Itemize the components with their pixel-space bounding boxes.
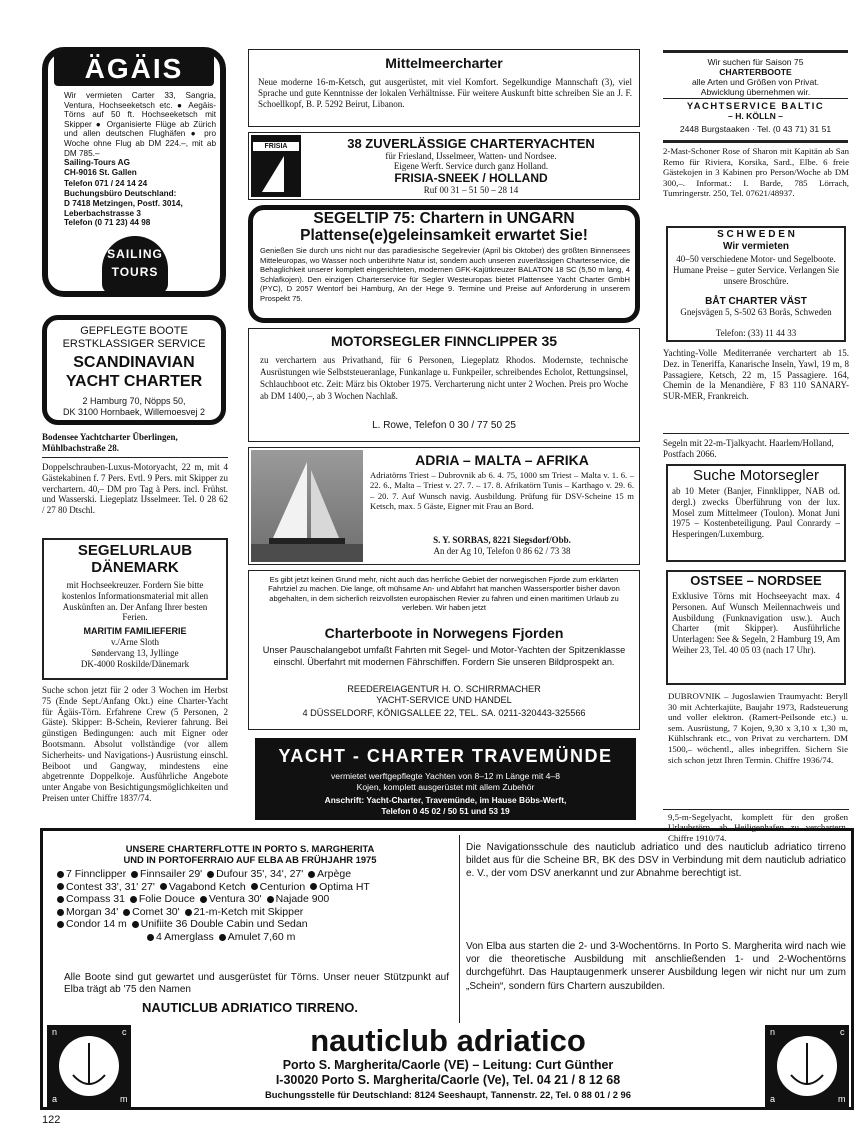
aegais-office-phone: Telefon (0 71 23) 44 98 (64, 218, 151, 227)
adria-title: ADRIA – MALTA – AFRIKA (415, 452, 589, 468)
norwegen-intro: Es gibt jetzt keinen Grund mehr, nicht auch das herrliche Gebiet der norwegischen Fjorde zum erklärten Fahrtziel zu machen. Die lange, oft mühsame An- und Abfahrt hat manchen Wassersportler bisher davon abgehalten, in dem sicherlich reizvollsten europäischen Revier zu fahren und einen maritimen Urlaub zu verleben. Wir haben jetzt (268, 575, 620, 612)
bullet-icon (57, 921, 64, 928)
boat-item: Morgan 34' (66, 905, 119, 918)
bullet-icon (130, 896, 137, 903)
frisia-logo: FRISIA (253, 142, 299, 151)
aegais-office-label: Buchungsbüro Deutschland: (64, 189, 177, 198)
divider (663, 98, 848, 99)
adria-text: Adriatörns Triest – Dubrovnik ab 6. 4. 75, 1000 sm Triest – Malta v. 1. 6. – 22. 6., Malta – Triest v. 27. 7. – 17. 8. Afrikatörn Tunis – Karthago v. 29. 6. – 20. 7. Auf Wunsch navig. Ausbildung. Prüfung für DSV-Scheine 15 m Ketsch, max. 5 Gäste, Eigner mit Frau an Bord. (370, 470, 634, 512)
segelyacht-ad: 9,5-m-Segelyacht, komplett für den großen Urlaubstörn, ab Heiligenhafen zu verchartern. Chiffre 1910/74. (668, 812, 848, 843)
bullet-icon (57, 871, 64, 878)
bullet-icon (132, 921, 139, 928)
bullet-icon (57, 883, 64, 890)
sailboat-icon (251, 450, 363, 562)
divider (663, 50, 848, 53)
finnclipper-contact: L. Rowe, Telefon 0 30 / 77 50 25 (372, 420, 516, 431)
travemuende-title: YACHT - CHARTER TRAVEMÜNDE (278, 746, 613, 766)
emblem-letter: n (52, 1027, 58, 1037)
emblem-letter: c (122, 1027, 127, 1037)
boat-row (55, 881, 455, 894)
aegais-text: Wir vermieten Carter 33, Sangria, Ventura, Hochseeketsch etc. ● Aegäis-Törns auf 50 ft. Hochseeketsch mit Skipper ● Organisierte Flüge ab Zürich und allen deutschen Flughäfen ● pro Woche ohne Flug ab DM 224.–, mit ab DM 785.– (64, 91, 216, 158)
schweden-subtitle: Wir vermieten (722, 241, 790, 252)
finnclipper-text: zu verchartern aus Privathand, für 6 Personen, Liegeplatz Rhodos. Modernste, technische Ausrüstungen wie Selbststeueranlage, Funkanlage u. Funkpeiler, schreibendes Echolot, Rettungsinsel, Schlauchboot etc. Zeit: März bis Oktober 1975. Vercharterung nicht unter 2 Wochen. Preis pro Woche ab DM 1400,–, ab 3 Wochen Nachlaß. (260, 355, 628, 401)
schoner-ad: 2-Mast-Schoner Rose of Sharon mit Kapitän ab San Remo für Riviera, Korsika, Sard., Elbe. 6 freie Gästekojen in 3 Kabinen pro Person/Woche ab DM 300,–. Informat.: I. Barde, 785 Lörrach, Tumringerstr. 250, Tel. 07621/48937. (663, 146, 849, 199)
boat-row (55, 918, 455, 931)
baltic-company: YACHTSERVICE BALTIC (686, 100, 825, 111)
finnclipper-title: MOTORSEGLER FINNCLIPPER 35 (330, 333, 558, 349)
suche-motorsegler-text: ab 10 Meter (Banjer, Finnklipper, NAB od. dergl.) zwecks Überführung von der lux. Mosel zum Mittelmeer (Toulon). Monat Juni 1975 – Kostenbeteiligung. Paul Conrardy – Hesperingen/Luxemburg. (672, 486, 840, 540)
suche-herbst-ad: Suche schon jetzt für 2 oder 3 Wochen im Herbst 75 (Ende Sept./Anfang Okt.) eine Charter-Yacht für Ägäis-Törn. Erfahrene Crew (5 Personen, 2 Gäste). Skipper: B-Schein, Revierer fahrung. Bei günstigen Bedingungen: auch mit Eigner oder Bootsmann. Absolut vollständige (vor allem Sicherheits- und Navigations-) Ausrüstung einschl. Beiboot und Gangway, mindestens eine abgetrennte Doppelkoje. Ausführliche Angebote unter Angabe von Besichtigungsmöglichkeiten und Preisen unter Chiffre 1837/74. (42, 685, 228, 803)
nauticlub-brand: nauticlub adriatico (310, 1023, 586, 1058)
ostsee-title: OSTSEE – NORDSEE (690, 573, 822, 588)
dubrovnik-ad: DUBROVNIK – Jugoslawien Traumyacht: Beryll 30 mit Achterkajüte, Baujahr 1973, Radsteuerung und voller elektron. (Ramert-Peilsonde etc.) u. sem. Ausrüstung, 7 Kojen, 9,30 x 3,10 x 1,30 m, Kühlschrank etc., von Privat zu verchartern. DM 1500,– wöchentl., alles inbegriffen. Sichern Sie sich schon jetzt Ihren Termin. Chiffre 1936/74. (668, 691, 848, 765)
travemuende-line1: vermietet werftgepflegte Yachten von 8–12 m Länge mit 4–8 (331, 771, 560, 781)
aegais-city: CH-9016 St. Gallen (64, 168, 137, 177)
divider (663, 140, 848, 143)
schweden-address: Gnejsvägen 5, S-502 63 Borås, Schweden (680, 307, 832, 317)
divider (42, 457, 228, 458)
travemuende-line2: Kojen, komplett ausgerüstet mit allem Zubehör (356, 782, 535, 792)
ungarn-title1: SEGELTIP 75: Chartern in UNGARN (313, 210, 575, 227)
emblem-letter: a (770, 1094, 776, 1104)
boat-item: 7 Finnclipper (66, 868, 127, 880)
aegais-logo: ÄGÄIS (54, 52, 214, 86)
norwegen-address: 4 DÜSSELDORF, KÖNIGSALLEE 22, TEL. SA. 0211-320443-325566 (302, 708, 586, 718)
emblem-letter: a (52, 1094, 58, 1104)
nauticlub-addr2: I-30020 Porto S. Margherita/Caorle (Ve), Tel. 04 21 / 8 12 68 (275, 1073, 621, 1087)
nauticlub-head2: UND IN PORTOFERRAIO AUF ELBA AB FRÜHJAHR 1975 (123, 854, 377, 865)
segelurlaub-name: MARITIM FAMILIEFERIE (83, 626, 187, 636)
bodensee-ad: Bodensee Yachtcharter Überlingen, Mühlbachstraße 28. (42, 432, 178, 453)
boat-item: Amulet 7,60 m (227, 930, 296, 943)
segelurlaub-contact3: DK-4000 Roskilde/Dänemark (80, 659, 190, 669)
segelurlaub-contact1: v./Arne Sloth (111, 637, 159, 647)
bullet-icon (160, 883, 167, 890)
boat-item: 21-m-Ketch mit Skipper (193, 905, 304, 918)
segelurlaub-title1: SEGELURLAUB (77, 542, 193, 559)
scandinavian-line1: GEPFLEGTE BOOTE (80, 325, 188, 337)
boat-item: Contest 33', 31' 27' (66, 880, 155, 893)
bullet-icon (308, 871, 315, 878)
boat-item: Finnsailer 29' (140, 868, 203, 880)
boat-row (55, 893, 455, 906)
boat-row (55, 906, 455, 919)
yachting-volle-ad: Yachting-Volle Mediterranée verchartert ab 15. Dez. in Teneriffa, Kanarische Inseln, Yawl, 19 m, 8 Passagiere, Ketsch, 22 m, 15 Passagiere. 164, Chemin de la Menandière, F 83 110 SANARY-SUR-MER, Frankreich. (663, 348, 849, 402)
aegais-phone: Telefon 071 / 24 14 24 (64, 179, 148, 188)
bullet-icon (147, 934, 154, 941)
bullet-icon (310, 883, 317, 890)
frisia-line1: für Friesland, IJsselmeer, Watten- und Nordsee. (385, 151, 557, 161)
ostsee-text: Exklusive Törns mit Hochseeyacht max. 4 Personen. Auf Wunsch Meilennachweis und Ausbildung (Funknavigation usw.). Auch Charter (mit Skipper). Ausführliche Unterlagen: See & Segeln, 2 Hamburg 19, Am Weiher 23, Tel. 40 05 03 (nach 17 Uhr). (672, 591, 840, 655)
boat-item: Ventura 30' (208, 893, 262, 906)
boat-item: Optima HT (319, 880, 370, 893)
nauticlub-emblem-right (765, 1025, 849, 1107)
schweden-title: S C H W E D E N (717, 229, 795, 240)
segelurlaub-text: mit Hochseekreuzer. Fordern Sie bitte kostenlos Informationsmaterial mit allen Auskünften an. Der Anfang Ihrer besten Ferien. (61, 580, 209, 623)
scandinavian-line2: ERSTKLASSIGER SERVICE (62, 338, 206, 350)
mittelmeer-text: Neue moderne 16-m-Ketsch, gut ausgerüstet, mit viel Komfort. Segelkundige Mannschaft (3), viel Sprache und gute Kenntnisse der lokalen Verhältnisse. Für weitere Auskunft bitte schreiben Sie an J. F. Schoellkopf, B. P. 5292 Beirut, Libanon. (258, 77, 632, 109)
ungarn-title2: Plattense(e)geleinsamkeit erwartet Sie! (300, 227, 588, 244)
ungarn-text: Genießen Sie durch uns nicht nur das paradiesische Segelrevier (April bis Oktober) des größten Binnensees Mitteleuropas, wo Wasser noch unberührte Natur ist, sondern auch unseren zuverlässigen Charterservice, die Behaglichkeit unserer komplett eingerichteten, modernen GFK-Kajütkreuzer BALATON 18 SC (5,50 m lang, 4 Schlafkojen). Den einzigen Charterservice für Segler Westeuropas bietet Plattensee Yacht Charter GmbH (PYC), D 2057 Wentorf bei Hamburg, An der Hege 9. Termine und Preise auf Anforderung in unserem Prospekt 75. (260, 246, 630, 303)
frisia-line2: Eigene Werft. Service durch ganz Holland. (393, 161, 549, 171)
norwegen-title: Charterboote in Norwegens Fjorden (324, 625, 564, 641)
boat-list (55, 868, 455, 944)
sail-icon (262, 156, 284, 192)
bullet-icon (123, 909, 130, 916)
suche-motorsegler-title: Suche Motorsegler (693, 467, 819, 484)
boat-row (55, 868, 455, 881)
boat-item: Centurion (259, 880, 306, 893)
sailing-tours-line2: TOURS (111, 265, 159, 279)
schweden-phone: Telefon: (33) 11 44 33 (715, 328, 797, 338)
boat-item: Condor 14 m (66, 918, 127, 931)
divider (663, 433, 849, 434)
segelurlaub-title2: DÄNEMARK (91, 559, 179, 576)
bullet-icon (267, 896, 274, 903)
bullet-icon (185, 909, 192, 916)
norwegen-text: Unser Pauschalangebot umfaßt Fahrten mit Segel- und Motor-Yachten der Spitzenklasse einschl. Überfahrt mit modernen Fährschiffen. Fordern Sie unseren Bildprospekt an. (262, 645, 626, 667)
boat-item: 4 Amerglass (156, 930, 214, 943)
frisia-name: FRISIA-SNEEK / HOLLAND (394, 171, 548, 185)
bullet-icon (57, 896, 64, 903)
aegais-office-address: D 7418 Metzingen, Postf. 3014, Leberbachstrasse 3 (64, 199, 183, 218)
boat-item: Comet 30' (132, 905, 180, 918)
travemuende-address: Anschrift: Yacht-Charter, Travemünde, im Hause Böbs-Werft, (324, 795, 567, 805)
emblem-letter: m (838, 1094, 846, 1104)
frisia-title: 38 ZUVERLÄSSIGE CHARTERYACHTEN (347, 136, 595, 151)
boat-item: Folie Douce (138, 893, 195, 906)
schweden-text: 40–50 verschiedene Motor- und Segelboote. Humane Preise – guter Service. Verlangen Sie unsere Broschüre. (672, 254, 840, 286)
page-number: 122 (42, 1114, 61, 1126)
nauticlub-note: Alle Boote sind gut gewartet und ausgerüstet für Törns. Unser neuer Stützpunkt auf Elba trägt ab '75 den Namen (64, 972, 449, 995)
sailing-tours-line1: SAILING (107, 247, 163, 261)
adria-name: S. Y. SORBAS, 8221 Siegsdorf/Obb. (433, 535, 571, 545)
nauticlub-right-text2: Von Elba aus starten die 2- und 3-Wochentörns. In Porto S. Margherita wird nach wie vor die theoretische Ausbildung mit anschließenden 1- und 2-Wochentörns durchgeführt. Das Hauptaugenmerk unserer Ausbildung legen wir nicht nur um zum „Schein“, sondern fürs Chartern auszubilden. (466, 941, 846, 992)
nauticlub-addr1: Porto S. Margherita/Caorle (VE) – Leitung: Curt Günther (282, 1058, 614, 1072)
nauticlub-addr3: Buchungsstelle für Deutschland: 8124 Seeshaupt, Tannenstr. 22, Tel. 0 88 01 / 2 96 (265, 1089, 631, 1100)
baltic-line4: Abwicklung übernehmen wir. (700, 87, 811, 97)
anchor-icon (765, 1025, 849, 1107)
nauticlub-right-text1: Die Navigationsschule des nauticlub adriatico und des nauticlub adriatico tirreno bildet aus für die Scheine BR, BK des DSV in Verbindung mit dem nauticlub adriatico e. V., der vom DSV anerkannt und zur Abnahme berechtigt ist. (466, 842, 846, 880)
emblem-letter: m (120, 1094, 128, 1104)
baltic-address: 2448 Burgstaaken · Tel. (0 43 71) 31 51 (679, 124, 832, 134)
norwegen-company1: REEDEREIAGENTUR H. O. SCHIRRMACHER (347, 684, 541, 694)
frisia-phone: Ruf 00 31 – 51 50 – 28 14 (423, 185, 519, 195)
doppelschrauben-ad: Doppelschrauben-Luxus-Motoryacht, 22 m, mit 4 Gästekabinen f. 7 Pers. Evtl. 9 Pers. mit Skipper zu verchartern. 40,– DM pro Tag à Pers. incl. Frühst. und Wasserski. Liegeplatz IJsselmeer. Tel. 0 28 62 / 27 80 Dtschl. (42, 462, 228, 516)
bullet-icon (57, 909, 64, 916)
bullet-icon (219, 934, 226, 941)
boat-row (55, 931, 455, 944)
nauticlub-emblem-left (47, 1025, 131, 1107)
aegais-company: Sailing-Tours AG (64, 158, 130, 167)
tjalk-ad: Segeln mit 22-m-Tjalkyacht. Haarlem/Holland, Postfach 2066. (663, 438, 834, 459)
boat-item: Unifiite 36 Double Cabin und Sedan (140, 918, 308, 931)
baltic-name: – H. KÖLLN – (728, 111, 783, 121)
boat-item: Najade 900 (275, 893, 330, 906)
bullet-icon (207, 871, 214, 878)
segelurlaub-contact2: Søndervang 13, Jyllinge (91, 648, 179, 658)
scandinavian-address1: 2 Hamburg 70, Nöpps 50, (82, 396, 186, 406)
mittelmeer-title: Mittelmeercharter (385, 55, 503, 71)
bullet-icon (131, 871, 138, 878)
emblem-letter: c (840, 1027, 845, 1037)
travemuende-phone: Telefon 0 45 02 / 50 51 und 53 19 (381, 806, 510, 816)
nauticlub-head1: UNSERE CHARTERFLOTTE IN PORTO S. MARGHERITA (125, 843, 375, 854)
sailboat-photo (251, 450, 363, 562)
nauticlub-note-name: NAUTICLUB ADRIATICO TIRRENO. (142, 1000, 358, 1015)
scandinavian-name1: SCANDINAVIAN (73, 354, 195, 371)
baltic-line1: Wir suchen für Saison 75 (707, 57, 804, 67)
baltic-line2: CHARTERBOOTE (719, 67, 792, 77)
boat-item: Vagabond Ketch (168, 880, 246, 893)
adria-address: An der Ag 10, Telefon 0 86 62 / 73 38 (433, 546, 571, 556)
schweden-company: BÅT CHARTER VÄST (705, 296, 807, 307)
boat-item: Compass 31 (66, 893, 125, 906)
boat-item: Dufour 35', 34', 27' (216, 868, 304, 880)
baltic-line3: alle Arten und Größen von Privat. (691, 77, 820, 87)
scandinavian-name2: YACHT CHARTER (65, 373, 203, 390)
divider (459, 835, 460, 1023)
scandinavian-address2: DK 3100 Hornbaek, Willemoesvej 2 (62, 407, 206, 417)
bullet-icon (200, 896, 207, 903)
bullet-icon (251, 883, 258, 890)
norwegen-company2: YACHT-SERVICE UND HANDEL (376, 695, 512, 705)
boat-item: Arpège (317, 868, 352, 880)
anchor-icon (47, 1025, 131, 1107)
emblem-letter: n (770, 1027, 776, 1037)
divider (663, 809, 849, 810)
